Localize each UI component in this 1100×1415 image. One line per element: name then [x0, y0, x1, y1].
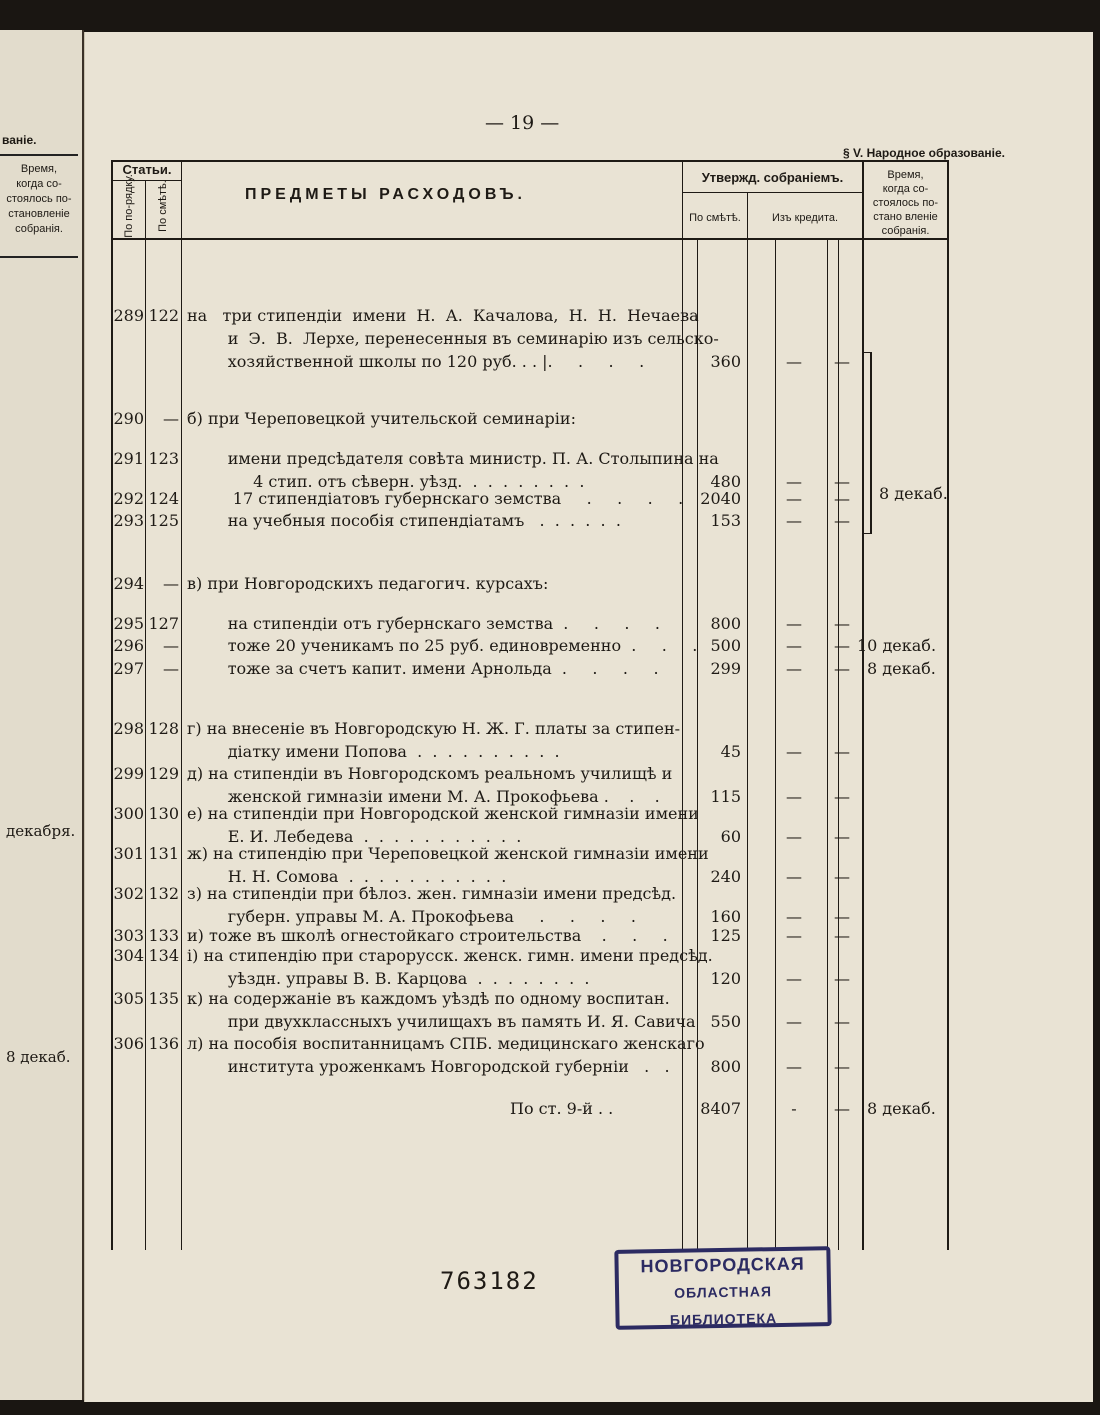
header-po-poryadku: По по-рядку. — [123, 174, 135, 238]
left-page-date: 8 декаб. — [6, 1048, 71, 1066]
row-credit-dash: — — [834, 907, 850, 926]
date-cell: 8 декаб. — [879, 484, 948, 503]
row-smeta-number: 135 — [148, 989, 179, 1008]
left-page-edge — [0, 30, 84, 1400]
col-divider — [145, 180, 146, 1250]
row-number: 306 — [113, 1034, 144, 1053]
row-credit-dash: — — [786, 472, 802, 491]
row-amount: 480 — [710, 472, 741, 491]
row-credit-dash: — — [786, 742, 802, 761]
row-credit-dash: — — [834, 659, 850, 678]
row-description-line: имени предсѣдателя совѣта министр. П. А. Столыпина на — [187, 449, 719, 468]
row-credit-dash: — — [834, 827, 850, 846]
row-number: 305 — [113, 989, 144, 1008]
row-amount: 160 — [710, 907, 741, 926]
row-number: 302 — [113, 884, 144, 903]
left-page-column-text: Время, когда со- стоялось по- становленіе собранія. — [6, 163, 72, 235]
row-smeta-number: 133 — [148, 926, 179, 945]
stamp-line-1: НОВГОРОДСКАЯ — [640, 1253, 805, 1277]
row-description-line: ж) на стипендію при Череповецкой женской гимназіи имени — [187, 844, 709, 863]
col-divider — [181, 160, 182, 1250]
row-number: 304 — [113, 946, 144, 965]
row-amount: 2040 — [700, 489, 741, 508]
row-credit-dash: — — [786, 867, 802, 886]
document-page — [84, 32, 1093, 1402]
row-credit-dash: — — [834, 742, 850, 761]
row-amount: 240 — [710, 867, 741, 886]
row-number: 303 — [113, 926, 144, 945]
row-credit-dash: — — [786, 1012, 802, 1031]
row-description-line: хозяйственной школы по 120 руб. . . |. . . . — [187, 352, 645, 371]
row-amount: 360 — [710, 352, 741, 371]
left-page-date: декабря. — [6, 822, 76, 840]
row-description-line: в) при Новгородскихъ педагогич. курсахъ: — [187, 574, 549, 593]
total-credit-1: - — [791, 1099, 797, 1118]
row-credit-dash: — — [786, 827, 802, 846]
row-number: 301 — [113, 844, 144, 863]
header-approved: Утвержд. собраніемъ. — [701, 170, 844, 185]
header-po-smete: По смѣтѣ. — [157, 180, 169, 232]
date-cell: 8 декаб. — [867, 659, 936, 678]
row-amount: 550 — [710, 1012, 741, 1031]
row-credit-dash: — — [834, 867, 850, 886]
row-smeta-number: 129 — [148, 764, 179, 783]
date-cell: 10 декаб. — [857, 636, 937, 655]
row-credit-dash: — — [834, 511, 850, 530]
row-description-line: і) на стипендію при старорусск. женск. гимн. имени предсѣд. — [187, 946, 713, 965]
row-description-line: и) тоже въ школѣ огнестойкаго строительства . . . — [187, 926, 668, 945]
header-po-smete-amount: По смѣтѣ. — [689, 212, 741, 224]
row-description-line: е) на стипендіи при Новгородской женской гимназіи имени — [187, 804, 699, 823]
table-right-border — [947, 160, 949, 1250]
row-smeta-number: 130 — [148, 804, 179, 823]
header-time: Время, когда со- стоялось по- стано вленіе собранія. — [872, 169, 939, 237]
row-smeta-number: 125 — [148, 511, 179, 530]
table-top-border — [111, 160, 947, 162]
row-description-line: на три стипендіи имени Н. А. Качалова, Н. Н. Нечаева — [187, 306, 699, 325]
row-number: 292 — [113, 489, 144, 508]
row-smeta-number: 123 — [148, 449, 179, 468]
header-iz-kredita: Изъ кредита. — [771, 212, 839, 224]
col-divider — [747, 192, 748, 1250]
row-description-line: института уроженкамъ Новгородской губерніи . . — [187, 1057, 670, 1076]
row-smeta-number: — — [163, 409, 179, 428]
row-amount: 115 — [710, 787, 741, 806]
row-credit-dash: — — [834, 926, 850, 945]
row-description-line: з) на стипендіи при бѣлоз. жен. гимназіи имени предсѣд. — [187, 884, 677, 903]
row-description-line: на стипендіи отъ губернскаго земства . . . . — [187, 614, 660, 633]
page-number: — 19 — — [485, 112, 560, 134]
row-smeta-number: 134 — [148, 946, 179, 965]
row-description-line: Н. Н. Сомова . . . . . . . . . . . — [187, 867, 507, 886]
row-description-line: губерн. управы М. А. Прокофьева . . . . — [187, 907, 636, 926]
col-divider — [862, 160, 864, 1250]
row-description-line: діатку имени Попова . . . . . . . . . . — [187, 742, 560, 761]
row-description-line: и Э. В. Лерхе, перенесенныя въ семинарію изъ сельско- — [187, 329, 719, 348]
row-description-line: л) на пособія воспитанницамъ СПБ. медицинскаго женскаго — [187, 1034, 705, 1053]
row-smeta-number: 136 — [148, 1034, 179, 1053]
stamp-line-2: ОБЛАСТНАЯ БИБЛИОТЕКА — [669, 1283, 778, 1328]
row-description-line: уѣздн. управы В. В. Карцова . . . . . . . . — [187, 969, 590, 988]
row-number: 294 — [113, 574, 144, 593]
row-description-line: к) на содержаніе въ каждомъ уѣздѣ по одному воспитан. — [187, 989, 670, 1008]
row-smeta-number: — — [163, 659, 179, 678]
row-credit-dash: — — [834, 614, 850, 633]
row-description-line: при двухклассныхъ училищахъ въ память И. Я. Савича — [187, 1012, 696, 1031]
total-amount: 8407 — [700, 1099, 741, 1118]
date-brace — [862, 352, 872, 534]
row-number: 297 — [113, 659, 144, 678]
row-number: 299 — [113, 764, 144, 783]
row-number: 291 — [113, 449, 144, 468]
row-amount: 120 — [710, 969, 741, 988]
row-smeta-number: 127 — [148, 614, 179, 633]
row-credit-dash: — — [786, 1057, 802, 1076]
row-number: 293 — [113, 511, 144, 530]
row-description-line: тоже 20 ученикамъ по 25 руб. единовременно . . . — [187, 636, 698, 655]
row-credit-dash: — — [786, 636, 802, 655]
row-smeta-number: 128 — [148, 719, 179, 738]
row-credit-dash: — — [786, 926, 802, 945]
row-number: 290 — [113, 409, 144, 428]
row-credit-dash: — — [786, 659, 802, 678]
left-page-heading: ваніе. — [2, 133, 37, 147]
row-amount: 500 — [710, 636, 741, 655]
row-credit-dash: — — [834, 1012, 850, 1031]
row-credit-dash: — — [834, 472, 850, 491]
row-credit-dash: — — [786, 489, 802, 508]
total-date: 8 декаб. — [867, 1099, 936, 1118]
row-amount: 800 — [710, 1057, 741, 1076]
row-credit-dash: — — [834, 636, 850, 655]
row-number: 300 — [113, 804, 144, 823]
row-description-line: 4 стип. отъ сѣверн. уѣзд. . . . . . . . . — [187, 472, 585, 491]
row-credit-dash: — — [786, 907, 802, 926]
row-description-line: Е. И. Лебедева . . . . . . . . . . . — [187, 827, 522, 846]
col-divider — [827, 238, 828, 1250]
row-amount: 299 — [710, 659, 741, 678]
total-label: По ст. 9-й . . — [510, 1099, 614, 1118]
col-divider — [775, 238, 776, 1250]
row-smeta-number: — — [163, 574, 179, 593]
row-number: 289 — [113, 306, 144, 325]
row-smeta-number: 124 — [148, 489, 179, 508]
row-description-line: д) на стипендіи въ Новгородскомъ реальномъ училищѣ и — [187, 764, 673, 783]
section-heading: § V. Народное образованіе. — [843, 146, 1005, 160]
library-stamp — [614, 1246, 831, 1330]
header-statji: Статьи. — [122, 162, 172, 177]
row-credit-dash: — — [786, 969, 802, 988]
row-description-line: тоже за счетъ капит. имени Арнольда . . . . — [187, 659, 659, 678]
row-description-line: на учебныя пособія стипендіатамъ . . . . . . — [187, 511, 621, 530]
row-description-line: женской гимназіи имени М. А. Прокофьева . . . — [187, 787, 660, 806]
row-amount: 153 — [710, 511, 741, 530]
statji-divider — [111, 180, 181, 181]
row-smeta-number: 122 — [148, 306, 179, 325]
row-smeta-number: 131 — [148, 844, 179, 863]
row-amount: 125 — [710, 926, 741, 945]
inventory-number: 763182 — [440, 1267, 539, 1295]
row-credit-dash: — — [834, 352, 850, 371]
left-page-column-header — [0, 154, 78, 258]
row-number: 295 — [113, 614, 144, 633]
approved-divider — [682, 192, 862, 193]
row-credit-dash: — — [786, 787, 802, 806]
row-description-line: 17 стипендіатовъ губернскаго земства . . . . — [187, 489, 684, 508]
row-number: 298 — [113, 719, 144, 738]
row-description-line: б) при Череповецкой учительской семинаріи: — [187, 409, 576, 428]
row-credit-dash: — — [834, 1057, 850, 1076]
row-credit-dash: — — [786, 352, 802, 371]
row-number: 296 — [113, 636, 144, 655]
row-smeta-number: — — [163, 636, 179, 655]
row-credit-dash: — — [786, 614, 802, 633]
row-credit-dash: — — [834, 787, 850, 806]
row-description-line: г) на внесеніе въ Новгородскую Н. Ж. Г. платы за стипен- — [187, 719, 681, 738]
row-credit-dash: — — [834, 489, 850, 508]
row-amount: 800 — [710, 614, 741, 633]
row-credit-dash: — — [834, 969, 850, 988]
table-header-bottom-border — [111, 238, 947, 240]
row-credit-dash: — — [786, 511, 802, 530]
table-title: ПРЕДМЕТЫ РАСХОДОВЪ. — [245, 186, 526, 203]
row-amount: 45 — [720, 742, 741, 761]
row-smeta-number: 132 — [148, 884, 179, 903]
row-amount: 60 — [720, 827, 741, 846]
total-credit-2: — — [834, 1099, 850, 1118]
